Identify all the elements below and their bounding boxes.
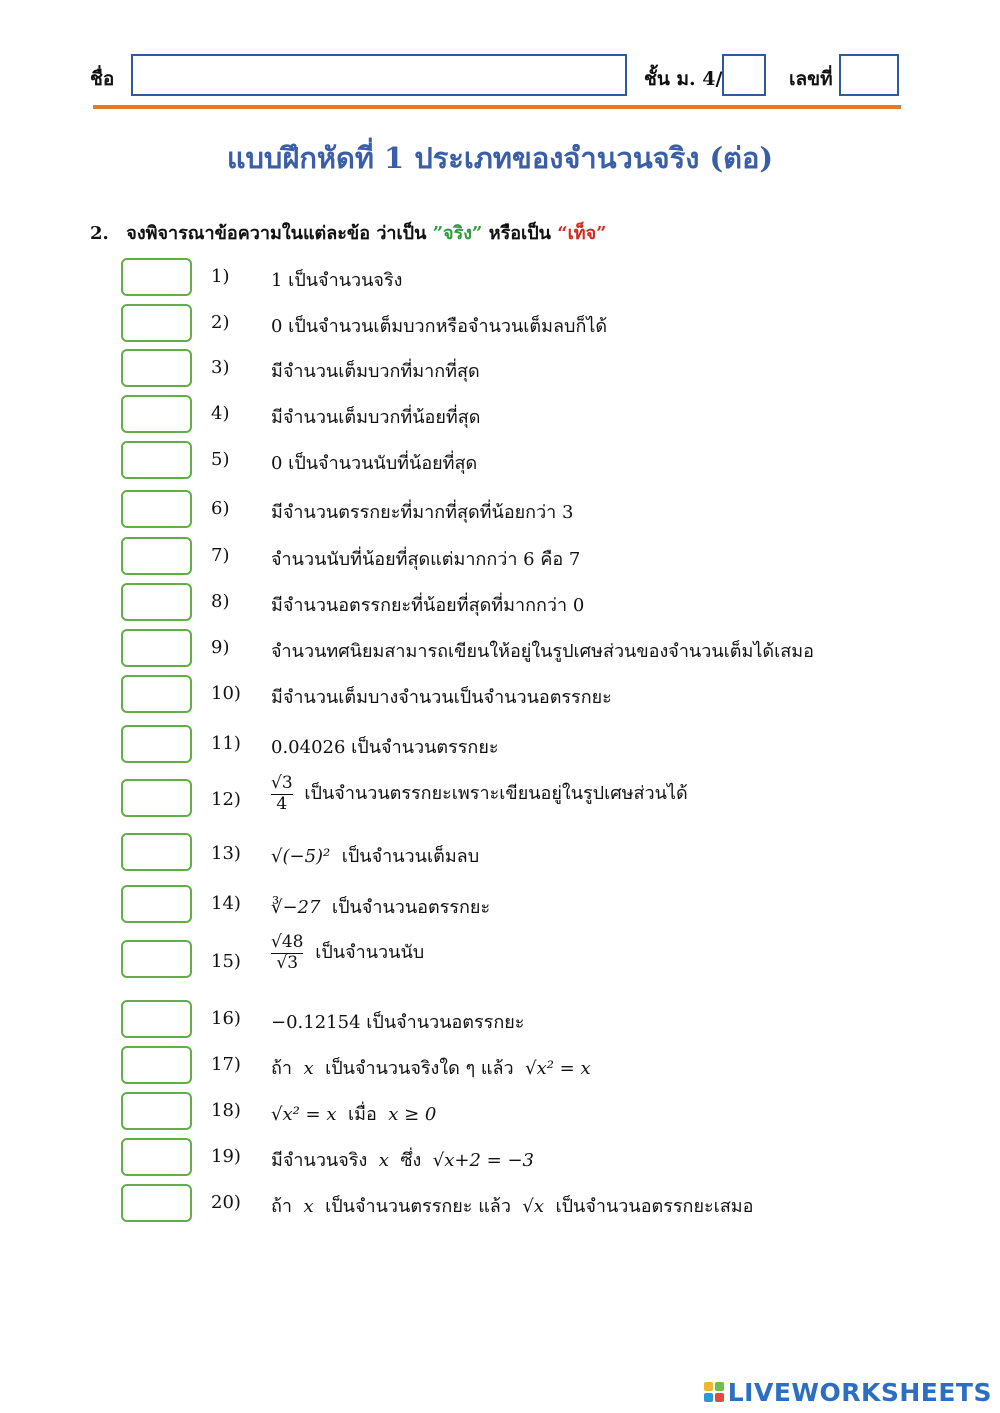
list-item — [0, 394, 1000, 438]
item-text: มีจำนวนเต็มบวกที่น้อยที่สุด — [271, 407, 481, 428]
item-text-row — [271, 1053, 591, 1082]
class-input[interactable] — [722, 54, 766, 96]
fraction-denominator: 4 — [276, 793, 288, 814]
item-suffix: เป็นจำนวนอตรรกยะเสมอ — [555, 1196, 754, 1217]
list-item — [0, 674, 1000, 718]
list-item — [0, 1183, 1000, 1227]
item-text-row — [271, 841, 479, 870]
item-number: 19) — [211, 1146, 241, 1167]
question-number: 2. — [90, 223, 109, 244]
item-text: เมื่อ — [347, 1104, 377, 1125]
item-number: 11) — [211, 733, 241, 754]
fraction-denominator: √3 — [276, 952, 299, 973]
list-item — [0, 628, 1000, 672]
logo-text: LIVEWORKSHEETS — [727, 1377, 992, 1407]
answer-box[interactable] — [121, 1138, 192, 1176]
item-number: 16) — [211, 1008, 241, 1029]
item-prefix: ถ้า — [271, 1058, 293, 1079]
item-text: 0.04026 เป็นจำนวนตรรกยะ — [271, 737, 499, 758]
answer-box[interactable] — [121, 537, 192, 575]
false-word: “เท็จ” — [557, 223, 607, 244]
item-number: 2) — [211, 312, 230, 333]
list-item — [0, 932, 1000, 983]
header — [0, 0, 1000, 110]
answer-box[interactable] — [121, 833, 192, 871]
item-number: 15) — [211, 951, 241, 972]
math-variable: x — [303, 1196, 314, 1217]
item-number: 3) — [211, 357, 230, 378]
list-item — [0, 1045, 1000, 1089]
answer-box[interactable] — [121, 395, 192, 433]
item-number: 20) — [211, 1192, 241, 1213]
item-text: −0.12154 เป็นจำนวนอตรรกยะ — [271, 1012, 525, 1033]
item-text: เป็นจำนวนตรรกยะเพราะเขียนอยู่ในรูปเศษส่วนได้ — [304, 783, 688, 805]
answer-box[interactable] — [121, 629, 192, 667]
item-text-row — [271, 1191, 754, 1220]
list-item — [0, 440, 1000, 484]
answer-box[interactable] — [121, 490, 192, 528]
item-prefix: ถ้า — [271, 1196, 293, 1217]
answer-box[interactable] — [121, 441, 192, 479]
item-text-row — [271, 933, 424, 973]
answer-box[interactable] — [121, 304, 192, 342]
item-number: 6) — [211, 498, 230, 519]
item-text: มีจำนวนเต็มบวกที่มากที่สุด — [271, 361, 480, 382]
answer-box[interactable] — [121, 940, 192, 978]
answer-box[interactable] — [121, 583, 192, 621]
answer-box[interactable] — [121, 885, 192, 923]
item-text-row — [271, 1099, 436, 1128]
item-number: 13) — [211, 843, 241, 864]
list-item — [0, 489, 1000, 533]
fraction — [271, 933, 303, 973]
item-number: 8) — [211, 591, 230, 612]
name-input[interactable] — [131, 54, 627, 96]
math-expression: √x² = x — [525, 1058, 591, 1079]
item-text: เป็นจำนวนเต็มลบ — [341, 846, 480, 867]
item-text: 1 เป็นจำนวนจริง — [271, 270, 403, 291]
item-text: จำนวนนับที่น้อยที่สุดแต่มากกว่า 6 คือ 7 — [271, 549, 581, 570]
answer-box[interactable] — [121, 1000, 192, 1038]
liveworksheets-logo — [704, 1377, 992, 1407]
item-number: 14) — [211, 893, 241, 914]
item-text: มีจำนวนตรรกยะที่มากที่สุดที่น้อยกว่า 3 — [271, 502, 574, 523]
list-item — [0, 999, 1000, 1043]
list-item — [0, 724, 1000, 768]
answer-box[interactable] — [121, 1046, 192, 1084]
answer-box[interactable] — [121, 349, 192, 387]
answer-box[interactable] — [121, 725, 192, 763]
item-text: ซึ่ง — [400, 1150, 422, 1171]
fraction-numerator: √48 — [271, 932, 304, 952]
item-number: 9) — [211, 637, 230, 658]
list-item — [0, 773, 1000, 821]
list-item — [0, 536, 1000, 580]
math-condition: x ≥ 0 — [388, 1104, 437, 1125]
fraction-numerator: √3 — [271, 773, 293, 793]
item-text-row — [271, 1145, 534, 1174]
item-number: 17) — [211, 1054, 241, 1075]
math-variable: x — [303, 1058, 314, 1079]
page-title: แบบฝึกหัดที่ 1 ประเภทของจำนวนจริง (ต่อ) — [226, 141, 774, 175]
item-number: 12) — [211, 789, 241, 810]
list-item — [0, 348, 1000, 392]
class-label: ชั้น ม. 4/ — [644, 68, 723, 90]
item-prefix: มีจำนวนจริง — [271, 1150, 368, 1171]
item-text: มีจำนวนเต็มบางจำนวนเป็นจำนวนอตรรกยะ — [271, 687, 612, 708]
fraction — [271, 774, 293, 814]
list-item — [0, 1091, 1000, 1135]
list-item — [0, 1137, 1000, 1181]
item-number: 10) — [211, 683, 241, 704]
list-item — [0, 832, 1000, 876]
answer-box[interactable] — [121, 1184, 192, 1222]
item-number: 1) — [211, 266, 230, 287]
math-expression: √(−5)² — [271, 846, 331, 867]
number-label: เลขที่ — [789, 68, 833, 90]
item-number: 18) — [211, 1100, 241, 1121]
item-text: จำนวนทศนิยมสามารถเขียนให้อยู่ในรูปเศษส่วนของจำนวนเต็มได้เสมอ — [271, 641, 814, 662]
answer-box[interactable] — [121, 258, 192, 296]
item-text: เป็นจำนวนอตรรกยะ — [331, 897, 491, 918]
number-input[interactable] — [839, 54, 899, 96]
item-text: เป็นจำนวนนับ — [315, 942, 425, 964]
item-number: 5) — [211, 449, 230, 470]
math-variable: x — [378, 1150, 389, 1171]
header-divider — [93, 105, 901, 109]
true-word: ”จริง” — [432, 223, 483, 244]
item-text: เป็นจำนวนจริงใด ๆ แล้ว — [325, 1058, 514, 1079]
item-number: 7) — [211, 545, 230, 566]
answer-box[interactable] — [121, 1092, 192, 1130]
answer-box[interactable] — [121, 675, 192, 713]
math-expression: √x — [522, 1196, 545, 1217]
list-item — [0, 303, 1000, 347]
item-text: 0 เป็นจำนวนเต็มบวกหรือจำนวนเต็มลบก็ได้ — [271, 316, 608, 337]
math-expression: ∛−27 — [271, 897, 321, 918]
answer-box[interactable] — [121, 779, 192, 817]
question-heading — [90, 218, 607, 247]
item-text: มีจำนวนอตรรกยะที่น้อยที่สุดที่มากกว่า 0 — [271, 595, 585, 616]
item-text-row — [271, 774, 688, 814]
item-number: 4) — [211, 403, 230, 424]
question-prefix: จงพิจารณาข้อความในแต่ละข้อ ว่าเป็น — [126, 223, 427, 244]
math-expression: √x² = x — [271, 1104, 337, 1125]
item-text: เป็นจำนวนตรรกยะ แล้ว — [325, 1196, 511, 1217]
item-text: 0 เป็นจำนวนนับที่น้อยที่สุด — [271, 453, 478, 474]
question-middle: หรือเป็น — [488, 223, 551, 244]
list-item — [0, 582, 1000, 626]
math-expression: √x+2 = −3 — [432, 1150, 534, 1171]
list-item — [0, 884, 1000, 928]
item-text-row — [271, 892, 490, 921]
logo-icon — [704, 1382, 724, 1402]
list-item — [0, 257, 1000, 301]
name-label: ชื่อ — [90, 68, 115, 90]
